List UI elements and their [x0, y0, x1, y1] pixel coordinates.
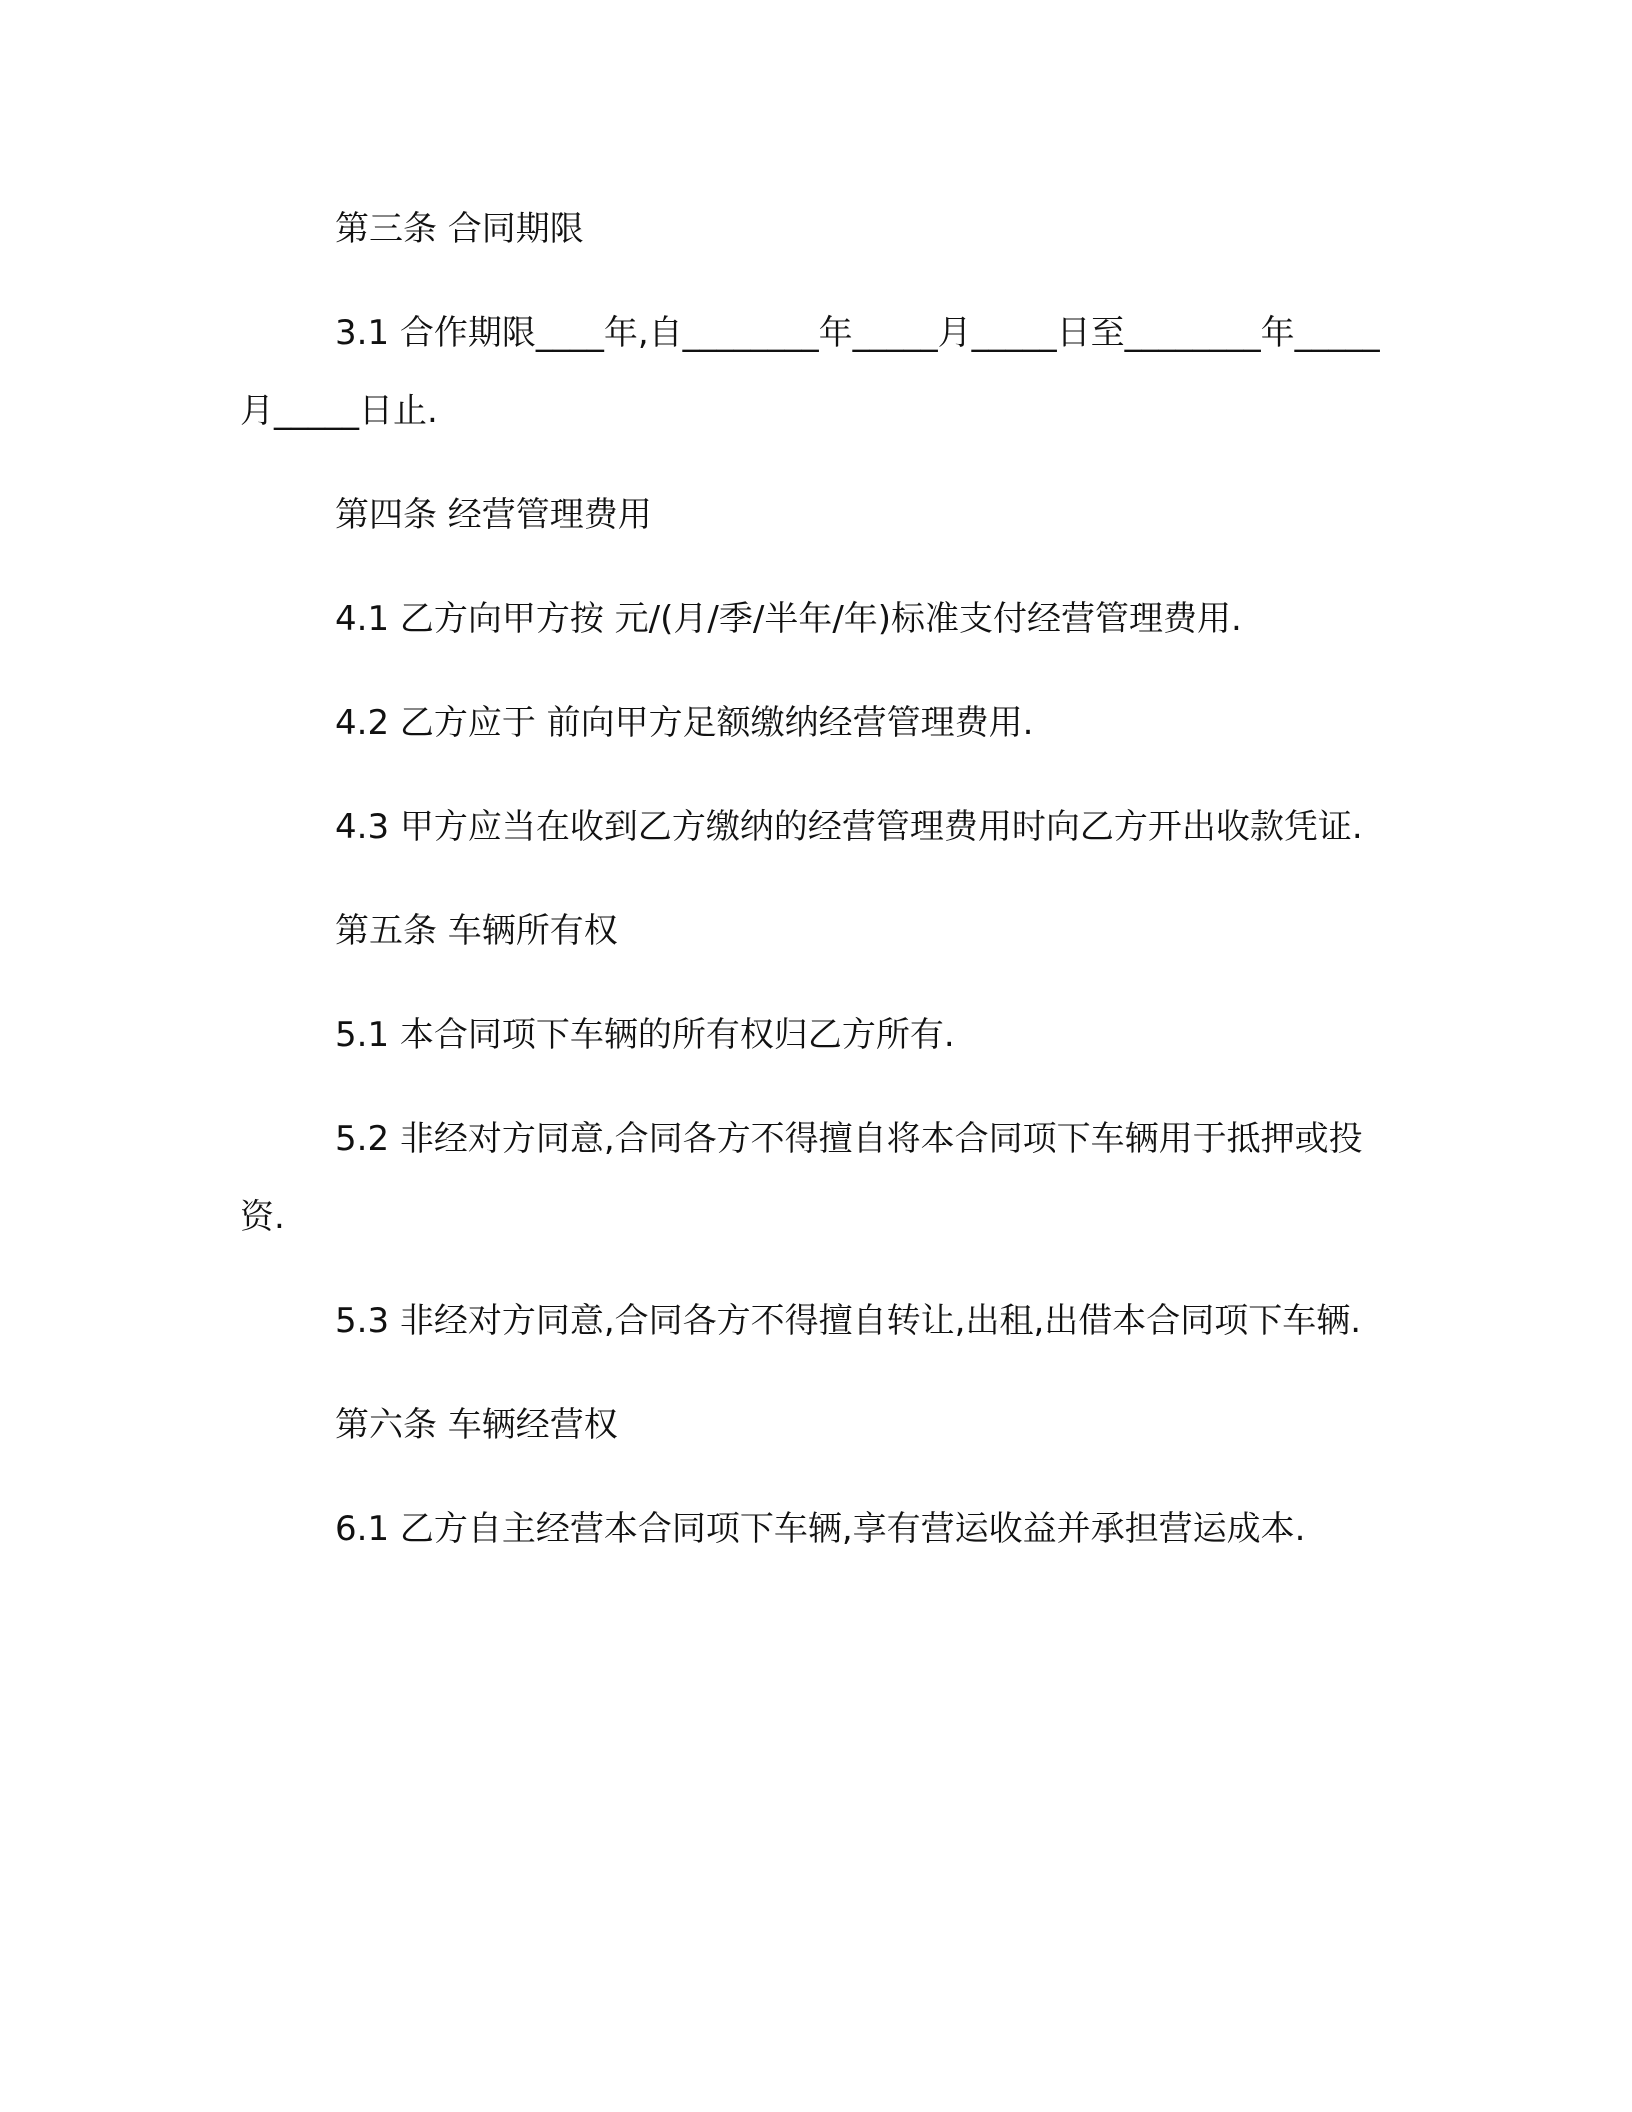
clause-5-1: 5.1 本合同项下车辆的所有权归乙方所有.	[335, 1015, 955, 1055]
section-heading-5: 第五条 车辆所有权	[335, 911, 618, 951]
clause-5-2: 5.2 非经对方同意,合同各方不得擅自将本合同项下车辆用于抵押或投资.	[240, 1119, 1363, 1237]
clause-3-1: 3.1 合作期限____年,自________年_____月_____日至________年_____月_____日止.	[240, 313, 1380, 431]
clause-4-1: 4.1 乙方向甲方按 元/(月/季/半年/年)标准支付经营管理费用.	[335, 599, 1242, 639]
clause-4-2: 4.2 乙方应于 前向甲方足额缴纳经营管理费用.	[335, 703, 1034, 743]
section-heading-4: 第四条 经营管理费用	[335, 495, 652, 535]
clause-4-3: 4.3 甲方应当在收到乙方缴纳的经营管理费用时向乙方开出收款凭证.	[335, 807, 1363, 847]
clause-5-3: 5.3 非经对方同意,合同各方不得擅自转让,出租,出借本合同项下车辆.	[335, 1301, 1362, 1341]
section-heading-3: 第三条 合同期限	[335, 209, 584, 249]
clause-6-1: 6.1 乙方自主经营本合同项下车辆,享有营运收益并承担营运成本.	[335, 1509, 1306, 1549]
section-heading-6: 第六条 车辆经营权	[335, 1405, 618, 1445]
document-body	[240, 190, 1380, 1594]
